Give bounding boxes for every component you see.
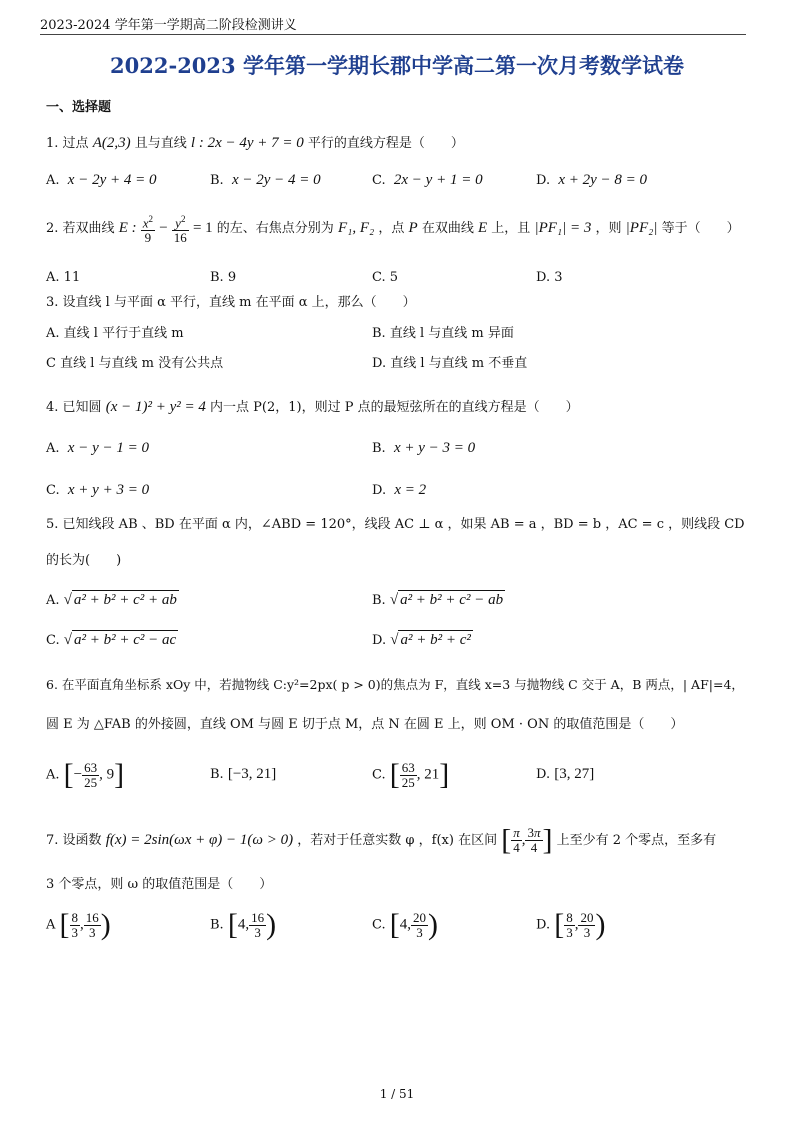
q3-option-d[interactable]: D. 直线 l 与直线 m 不垂直 — [372, 356, 528, 371]
q2-option-b[interactable]: B. 9 — [210, 270, 237, 285]
q5-option-b[interactable]: B. √ a² + b² + c² − ab — [372, 592, 504, 608]
question-7-line-1: 7. 设函数 f(x) = 2sin(ωx + φ) − 1(ω > 0) ，若对于任意实数 φ ，f(x) 在区间 [ $\frac{\pi}{4}$ , $\frac{3\pi}{4}$ ] 上至少有 2 个零点，至多有 — [46, 823, 717, 857]
q1-option-b[interactable]: B. x − 2y − 4 = 0 — [210, 172, 321, 188]
q5-option-d[interactable]: D. √ a² + b² + c² — [372, 632, 471, 648]
q6-option-c[interactable]: C. [ $\frac{63}{25}$ , 21] — [372, 758, 450, 791]
q6-option-a[interactable]: A. [− $\frac{63}{25}$ , 9] — [46, 758, 125, 791]
running-header: 2023-2024 学年第一学期高二阶段检测讲义 — [40, 18, 297, 33]
question-1: 1. 过点 A(2,3) 且与直线 l : 2x − 4y + 7 = 0 平行的直线方程是（ ） — [46, 135, 464, 151]
q3-option-c[interactable]: C 直线 l 与直线 m 没有公共点 — [46, 356, 224, 371]
q7-option-c[interactable]: C. [4, $\frac{20}{3}$ ) — [372, 908, 439, 941]
q1-option-a[interactable]: A. x − 2y + 4 = 0 — [46, 172, 157, 188]
q7-option-d[interactable]: D. [ $\frac{8}{3}$ , $\frac{20}{3}$ ) — [536, 908, 606, 941]
q5-option-a[interactable]: A. √ a² + b² + c² + ab — [46, 592, 177, 608]
q5-option-c[interactable]: C. √ a² + b² + c² − ac — [46, 632, 177, 648]
question-6-line-2: 圆 E 为 △FAB 的外接圆，直线 OM 与圆 E 切于点 M，点 N 在圆 E 上，则 OM · ON 的取值范围是（ ） — [46, 717, 684, 732]
q1-option-c[interactable]: C. 2x − y + 1 = 0 — [372, 172, 483, 188]
header-rule — [40, 34, 746, 35]
question-6-line-1: 6. 在平面直角坐标系 xOy 中，若抛物线 C:y²=2px( p > 0)的焦点为 F，直线 x=3 与抛物线 C 交于 A，B 两点，| AF|=4， — [46, 677, 744, 692]
q3-option-b[interactable]: B. 直线 l 与直线 m 异面 — [372, 326, 514, 341]
q7-option-b[interactable]: B. [4, $\frac{16}{3}$ ) — [210, 908, 277, 941]
q6-option-d[interactable]: D. [3, 27] — [536, 766, 595, 782]
q4-option-d[interactable]: D. x = 2 — [372, 482, 427, 498]
q4-option-a[interactable]: A. x − y − 1 = 0 — [46, 440, 149, 456]
page-number: 1 / 51 — [379, 1087, 415, 1101]
question-3: 3. 设直线 l 与平面 α 平行，直线 m 在平面 α 上，那么（ ） — [46, 295, 416, 310]
question-5-line-2: 的长为( ) — [46, 553, 122, 568]
fraction-y2-16: $\frac{y^2}{16}$ — [173, 214, 187, 246]
question-7-line-2: 3 个零点，则 ω 的取值范围是（ ） — [46, 877, 273, 892]
question-4: 4. 已知圆 (x − 1)² + y² = 4 内一点 P(2，1)，则过 P 点的最短弦所在的直线方程是（ ） — [46, 399, 579, 415]
q2-option-a[interactable]: A. 11 — [46, 270, 81, 285]
q7-option-a[interactable]: A [ $\frac{8}{3}$ , $\frac{16}{3}$ ) — [46, 908, 111, 941]
q6-option-b[interactable]: B. [−3, 21] — [210, 766, 277, 782]
question-5-line-1: 5. 已知线段 AB 、BD 在平面 α 内，∠ABD = 120°，线段 AC ⊥ α ，如果 AB = a ，BD = b ，AC = c ，则线段 CD — [46, 517, 745, 532]
q2-option-d[interactable]: D. 3 — [536, 270, 563, 285]
question-2: 2. 若双曲线 E : $\frac{x^2}{9}$ − $\frac{y^2}{16}$ = 1 的左、右焦点分别为 F₁, F₂ ，点 P 在双曲线 E 上，且 |PF₁| = 3 ，则 |PF₂| 等于（ ） — [46, 214, 740, 246]
q1-option-d[interactable]: D. x + 2y − 8 = 0 — [536, 172, 648, 188]
page-title: 2022-2023 学年第一学期长郡中学高二第一次月考数学试卷 — [110, 53, 684, 78]
q4-option-b[interactable]: B. x + y − 3 = 0 — [372, 440, 476, 456]
q3-option-a[interactable]: A. 直线 l 平行于直线 m — [46, 326, 184, 341]
fraction-x2-9: $\frac{x^2}{9}$ — [142, 214, 154, 246]
q4-option-c[interactable]: C. x + y + 3 = 0 — [46, 482, 150, 498]
q2-option-c[interactable]: C. 5 — [372, 270, 399, 285]
section-heading: 一、选择题 — [46, 100, 112, 115]
